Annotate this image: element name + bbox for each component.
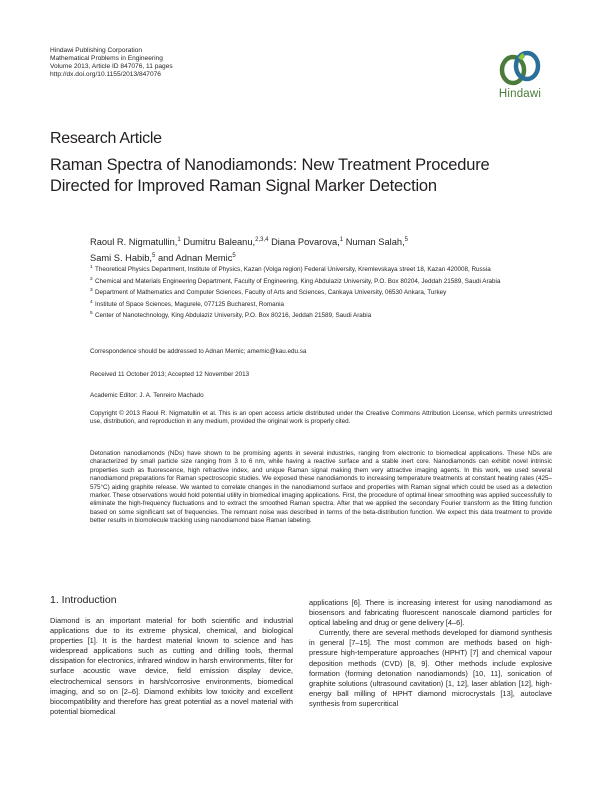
affiliation-number: 2: [90, 276, 93, 282]
affiliation-number: 1: [90, 265, 93, 270]
author-affil-ref: 5: [404, 237, 408, 243]
author-name: Numan Salah,: [345, 237, 405, 248]
academic-editor: Academic Editor: J. A. Tenreiro Machado: [90, 392, 204, 399]
body-paragraph: applications [6]. There is increasing interest for using nanodiamond as biosensors and fabricating fluorescent nanoscale diamond particles for optical labeling and drug or gene delivery [4–6].: [309, 598, 552, 628]
affiliation: [90, 278, 552, 286]
author-name: Raoul R. Nigmatullin,: [90, 237, 178, 248]
author-affil-ref: 5: [232, 253, 236, 260]
hindawi-rings-icon: [497, 49, 543, 87]
article-type: Research Article: [50, 130, 162, 147]
affiliation-text: Chemical and Materials Engineering Department, Faculty of Engineering, King Abdulaziz University, P.O. Box 80204, Jeddah 21589, Saudi Arabia: [95, 277, 501, 285]
author-name: and Adnan Memic: [157, 253, 233, 264]
author-name: Dumitru Baleanu,: [183, 237, 256, 248]
affiliation: [90, 289, 552, 297]
author-name: Sami S. Habib,: [90, 253, 153, 264]
author-affil-ref: 1: [177, 237, 181, 243]
body-column-right: [309, 598, 552, 709]
journal-header: [50, 47, 173, 79]
doi-line[interactable]: http://dx.doi.org/10.1155/2013/847076: [50, 71, 161, 79]
affiliation-number: 5: [90, 311, 93, 317]
section-heading: 1. Introduction: [50, 594, 117, 606]
body-column-left: [50, 593, 293, 717]
publisher-logo: [488, 49, 552, 107]
affiliation-text: Institute of Space Sciences, Magurele, 077125 Bucharest, Romania: [95, 300, 285, 308]
publisher-line: Hindawi Publishing Corporation: [50, 47, 142, 54]
paper-title: [50, 155, 570, 197]
author-affil-ref: 2,3,4: [255, 237, 269, 243]
author-affil-ref: 1: [339, 237, 344, 243]
affiliation-number: 4: [90, 299, 93, 305]
body-paragraph: Diamond is an important material for both scientific and industrial applications due to its extreme physical, chemical, and biological properties [1]. It is the hardest material known to science and has widespread applications such as cutting and drilling tools, thermal dissipation for electronics, infrared window in harsh environments, filter for surface acoustic wave device, field emission display device, electrochemical sensors in harsh/corrosive environments, biomedical imaging, and so on [2–6]. Diamond exhibits low toxicity and excellent biocompatibility and therefore has great potential as a novel material with potential biomedical: [50, 616, 293, 716]
affiliation-text: Department of Mathematics and Computer Sciences, Faculty of Arts and Sciences, Cankaya University, 06530 Ankara, Turkey: [95, 289, 447, 297]
publisher-logo-text: Hindawi: [498, 88, 542, 100]
journal-line: Mathematical Problems in Engineering: [50, 55, 163, 63]
body-paragraph: Currently, there are several methods developed for diamond synthesis in general [7–15]. The most common are methods based on high-pressure high-temperature approaches (HPHT) [7] and chemical vapour deposition methods (CVD) [8, 9]. Other methods include explosive formation (forming detonation nanodiamonds) [10, 11], sonication of graphite solutions (ultrasound cavitation) [1, 12], laser ablation [12], high-energy ball milling of HPHT diamond microcrystals [13], autoclave synthesis from supercritical: [309, 628, 552, 708]
affiliation: [90, 266, 552, 274]
title-line: Directed for Improved Raman Signal Marker Detection: [50, 177, 437, 195]
volume-line: Volume 2013, Article ID 847076, 11 pages: [50, 63, 173, 71]
author-affil-ref: 5: [152, 253, 156, 260]
affiliation: [90, 301, 552, 309]
affiliation-text: Theoretical Physics Department, Institute of Physics, Kazan (Volga region) Federal University, Kremlevskaya street 18, Kazan 420008, Russia: [95, 266, 491, 273]
abstract: Detonation nanodiamonds (NDs) have shown to be promising agents in several industries, ranging from electronic to biomedical applications. These NDs are characterized by small particle size ranging from 3 to 6 nm, while having a reactive surface and a stable inert core. Nanodiamonds can exhibit novel intrinsic properties such as fluorescence, high refractive index, and unique Raman signal making them very attractive imaging agents. In this work, we used several nanodiamond preparations for Raman spectroscopic studies. We exposed these nanodiamonds to increasing temperature treatments at constant heating rates (425–575°C) aiding graphite release. We wanted to correlate changes in the nanodiamond surface and properties with Raman signal which could be used as a detection marker. These observations would hold potential utility in biomedical imaging applications. First, the procedure of optimal linear smoothing was applied successfully to eliminate the high-frequency fluctuations and to extract the smoothed Raman spectra. After that we applied the secondary Fourier transform as the fitting function based on some significant set of frequencies. The remnant noise was described in terms of the beta-distribution function. We expect this data treatment to provide better results in biomolecule tracking using nanodiamond base Raman labeling.: [90, 450, 552, 525]
received-accepted-dates: Received 11 October 2013; Accepted 12 November 2013: [90, 371, 250, 378]
copyright-notice: Copyright © 2013 Raoul R. Nigmatullin et al. This is an open access article distributed under the Creative Commons Attribution License, which permits unrestricted use, distribution, and reproduction in any medium, provided the original work is properly cited.: [90, 410, 552, 426]
author-list: [90, 233, 552, 265]
correspondence-note: Correspondence should be addressed to Adnan Memic; amemic@kau.edu.sa: [90, 348, 307, 355]
affiliation: [90, 312, 552, 320]
affiliation-number: 3: [90, 288, 93, 294]
affiliation-text: Center of Nanotechnology, King Abdulaziz University, P.O. Box 80216, Jeddah 21589, Saudi Arabia: [95, 312, 372, 320]
affiliation-list: [90, 266, 552, 324]
author-name: Diana Povarova,: [271, 237, 340, 248]
title-line: Raman Spectra of Nanodiamonds: New Treatment Procedure: [50, 156, 490, 174]
